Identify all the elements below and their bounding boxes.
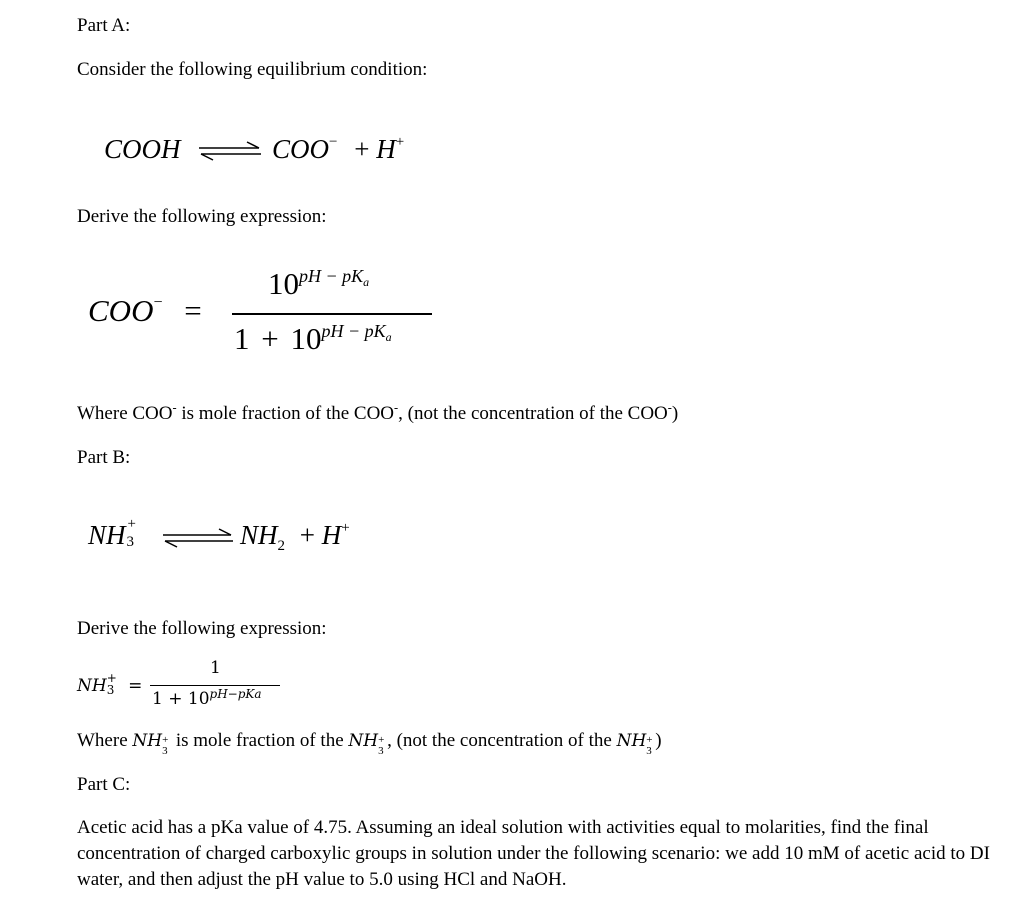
eq-a-h: H [376,134,396,164]
note-a-mid2: , (not the concentration of the COO [398,403,668,424]
part-b-derive-label: Derive the following expression: [77,618,327,639]
eq-b-sub: 3 [126,533,135,550]
expr-b-equals: = [128,676,143,696]
expr-b-denominator [152,689,262,709]
note-a-minus2: - [394,400,399,415]
note-b-end: ) [655,730,662,751]
note-b-sym3: NH [616,731,647,751]
eq-a-plus: + [354,134,370,164]
expr-a-num-base: 10 [268,266,299,301]
note-b-sup3: + [646,733,653,746]
expr-b-nh: NH [77,676,107,696]
expr-b-den-base: 10 [187,689,210,709]
part-a-intro: Consider the following equilibrium condition: [77,59,428,80]
expr-b-den-one: 1 [152,689,163,709]
eq-b-nh2: NH [240,520,278,550]
expr-a-coo: COO [88,293,154,328]
eq-a-left: COOH [104,134,181,164]
note-a-minus: - [172,400,177,415]
expr-b-sup: + [106,670,117,685]
eq-a-right [272,134,404,165]
equilibrium-arrows-icon [197,141,263,163]
eq-a-coo: COO [272,134,330,164]
note-b-mid2: , (not the concentration of the [387,730,617,751]
expr-a-denominator [234,321,392,357]
equilibrium-arrows-b-icon [161,528,235,550]
eq-b-left [88,515,138,551]
expr-a-den-exp: pH − pK [321,321,386,341]
expr-b-den-plus: + [168,689,183,709]
eq-b-nh2-sub: 2 [277,538,286,554]
expr-b-den-exp: pH−pKa [209,687,262,701]
note-b-sub3: 3 [646,744,652,757]
expr-a-lhs [88,293,202,329]
note-b-sym: NH [132,731,163,751]
part-b-heading: Part B: [77,447,131,468]
part-c-heading: Part C: [77,774,131,795]
note-b-sub: 3 [162,744,168,757]
equilibrium-equation-a [104,134,181,165]
eq-b-sup: + [126,515,137,532]
expr-a-fraction-bar [232,313,432,315]
part-b-note [77,728,662,757]
expr-a-num-exp: pH − pK [299,266,364,286]
expr-a-den-base: 10 [290,321,322,356]
note-a-minus3: - [667,400,672,415]
expr-a-coo-charge: − [153,294,163,311]
note-b-where: Where [77,730,133,751]
part-a-derive-label: Derive the following expression: [77,206,327,227]
note-b-sup2: + [378,733,385,746]
note-a-mid: is mole fraction of the COO [176,403,395,424]
expr-b-lhs [77,670,143,697]
eq-b-plus: + [299,520,315,550]
expr-a-numerator [268,266,369,302]
eq-b-h: H [321,520,342,550]
part-a-heading: Part A: [77,15,131,36]
note-b-sub2: 3 [378,744,384,757]
note-a-end: ) [671,403,679,424]
eq-b-h-charge: + [341,520,350,536]
eq-a-coo-charge: − [329,134,338,150]
part-a-note [77,401,678,427]
expr-b-numerator: 1 [210,658,221,678]
expr-a-equals: = [184,293,202,328]
eq-b-nh: NH [88,520,126,550]
note-b-sym2: NH [348,731,379,751]
eq-b-right [240,520,350,554]
expr-a-den-exp-sub: a [385,330,392,344]
expr-b-sub: 3 [106,682,115,697]
expr-a-den-one: 1 [234,321,250,356]
note-a-where: Where COO [77,403,173,424]
note-b-mid: is mole fraction of the [171,730,349,751]
expr-a-den-plus: + [261,321,279,356]
expr-b-fraction-bar [150,685,280,686]
eq-a-h-charge: + [395,134,405,150]
expr-a-num-exp-sub: a [363,275,370,289]
note-b-sup: + [162,733,169,746]
part-c-body: Acetic acid has a pKa value of 4.75. Assuming an ideal solution with activities equal to molarities, find the final concentration of charged carboxylic groups in solution under the following scenario: we add 10 mM of acetic acid to DI water, and then adjust the pH value to 5.0 using HCl and NaOH. [77,817,990,890]
